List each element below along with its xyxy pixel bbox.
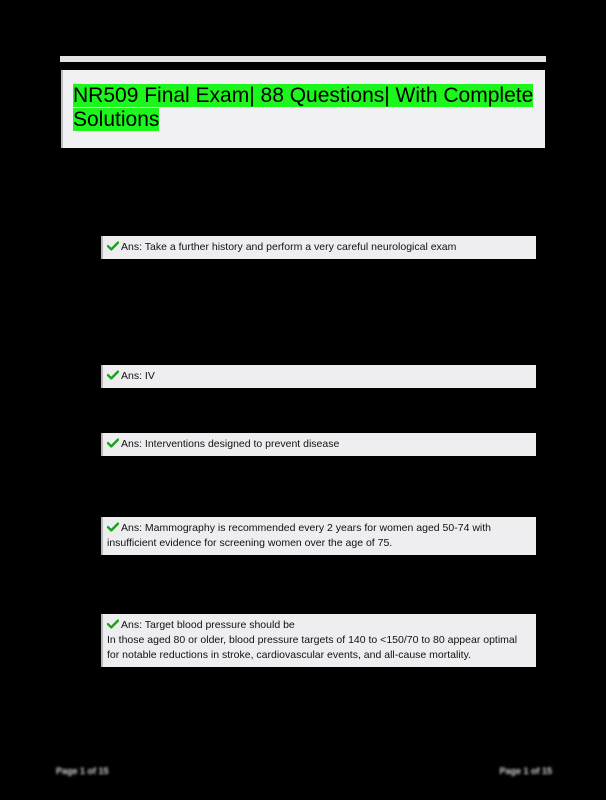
answer-4-line-2: insufficient evidence for screening women over the age of 75. bbox=[107, 537, 393, 549]
check-icon bbox=[107, 438, 119, 448]
footer-left: Page 1 of 15 bbox=[56, 766, 109, 776]
answer-box-2 bbox=[101, 365, 536, 388]
answer-box-4 bbox=[101, 517, 536, 555]
document-title-highlight: NR509 Final Exam| 88 Questions| With Complete Solutions bbox=[73, 84, 534, 131]
answer-box-3 bbox=[101, 433, 536, 456]
footer-page-number: Page 1 of 15 bbox=[499, 766, 552, 776]
answer-5-line-3: for notable reductions in stroke, cardiovascular events, and all-cause mortality. bbox=[107, 649, 471, 661]
answer-4-line-1: Ans: Mammography is recommended every 2 years for women aged 50-74 with bbox=[121, 522, 492, 534]
answer-1-line-1: Ans: Take a further history and perform a very careful neurological exam bbox=[121, 241, 457, 253]
title-box bbox=[61, 70, 545, 148]
check-icon bbox=[107, 241, 119, 251]
check-icon bbox=[107, 522, 119, 532]
answer-2-line-1: Ans: IV bbox=[121, 370, 155, 382]
check-icon bbox=[107, 619, 119, 629]
check-icon bbox=[107, 370, 119, 380]
top-rule bbox=[60, 56, 546, 62]
answer-5-line-2: In those aged 80 or older, blood pressure targets of 140 to <150/70 to 80 appear optimal bbox=[107, 634, 518, 646]
answer-box-5 bbox=[101, 614, 536, 667]
answer-3-line-1: Ans: Interventions designed to prevent disease bbox=[121, 438, 340, 450]
answer-box-1 bbox=[101, 236, 536, 259]
answer-5-line-1: Ans: Target blood pressure should be bbox=[121, 619, 295, 631]
document-title bbox=[73, 84, 541, 132]
